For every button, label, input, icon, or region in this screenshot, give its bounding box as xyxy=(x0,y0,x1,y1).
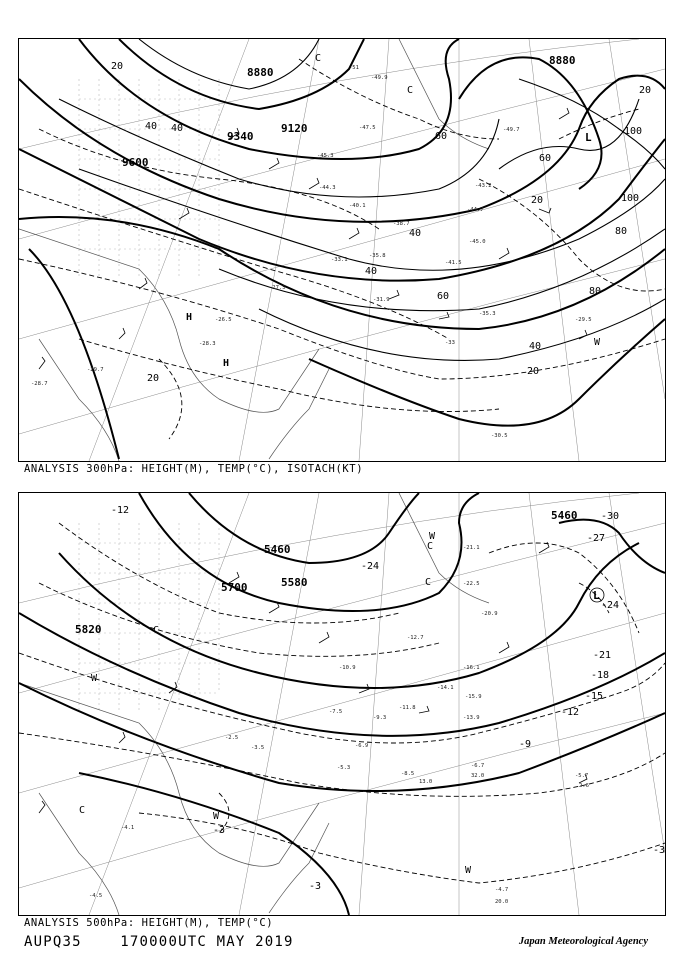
svg-text:-4.1: -4.1 xyxy=(121,825,135,831)
temp-label-1: -12 xyxy=(111,505,130,516)
svg-text:-16.1: -16.1 xyxy=(463,665,480,671)
svg-text:-15.9: -15.9 xyxy=(465,694,482,700)
temp-label-6: -18 xyxy=(591,670,610,681)
temp-label-11: -3 xyxy=(309,881,322,892)
svg-text:-49.9: -49.9 xyxy=(371,75,388,81)
temp-label-5: -21 xyxy=(593,650,612,661)
svg-text:-51: -51 xyxy=(349,65,359,71)
isotach-label-4: 80 xyxy=(615,226,628,237)
svg-text:-31.9: -31.9 xyxy=(373,297,390,303)
agency-credit: Japan Meteorological Agency xyxy=(518,936,648,947)
cold-center-1: C xyxy=(79,805,86,816)
cold-center-3: C xyxy=(425,577,432,588)
temp-label-8: -12 xyxy=(561,707,580,718)
svg-text:20.0: 20.0 xyxy=(495,899,509,905)
isotach-label-11: 40 xyxy=(409,228,422,239)
svg-text:-35.3: -35.3 xyxy=(479,311,496,317)
svg-text:-14.1: -14.1 xyxy=(437,685,454,691)
isotach-label-14: 20 xyxy=(147,373,160,384)
svg-text:-40.1: -40.1 xyxy=(349,203,366,209)
svg-text:-29.7: -29.7 xyxy=(87,367,104,373)
isotach-label-6: 40 xyxy=(145,121,158,132)
svg-text:-49.7: -49.7 xyxy=(503,127,520,133)
svg-text:-33.1: -33.1 xyxy=(331,257,348,263)
svg-text:-6.9: -6.9 xyxy=(355,743,369,749)
svg-text:-4.5: -4.5 xyxy=(89,893,103,899)
height-label-1: 8880 xyxy=(247,66,274,79)
warm-center-4: W xyxy=(429,531,436,542)
height-label-2: 9120 xyxy=(281,122,308,135)
svg-text:-13.9: -13.9 xyxy=(463,715,480,721)
svg-text:-43.2: -43.2 xyxy=(475,183,492,189)
svg-text:-3.5: -3.5 xyxy=(251,745,265,751)
isotach-label-13: 40 xyxy=(365,266,378,277)
svg-text:-5.3: -5.3 xyxy=(337,765,351,771)
svg-text:-44.7: -44.7 xyxy=(467,207,484,213)
caption-300hpa: ANALYSIS 300hPa: HEIGHT(M), TEMP(°C), ISOTACH(KT) xyxy=(24,463,364,475)
station-temps xyxy=(31,65,592,439)
isotach-label-12: 60 xyxy=(437,291,450,302)
svg-text:-20.9: -20.9 xyxy=(481,611,498,617)
height-label-1: 5460 xyxy=(551,509,578,522)
graticule xyxy=(19,493,665,915)
wind-barbs xyxy=(39,542,587,813)
map-300hpa-canvas xyxy=(19,39,665,461)
wind-barbs xyxy=(39,108,587,369)
temp-label-4: -27 xyxy=(587,533,606,544)
map-500hpa-canvas xyxy=(19,493,665,915)
temp-label-12: -3 xyxy=(653,845,665,856)
height-contours xyxy=(19,493,665,915)
warm-center-3: W xyxy=(465,865,472,876)
height-label-3: 9340 xyxy=(227,130,254,143)
map-500hpa xyxy=(18,492,666,916)
svg-text:-11.8: -11.8 xyxy=(399,705,416,711)
cold-center-2: C xyxy=(315,53,322,64)
product-code: AUPQ35 xyxy=(24,934,82,950)
isotach-label-5: 100 xyxy=(621,193,640,204)
svg-text:-33: -33 xyxy=(445,340,455,346)
low-center: L xyxy=(585,131,592,144)
svg-text:-8.5: -8.5 xyxy=(401,771,415,777)
svg-text:-2.5: -2.5 xyxy=(225,735,239,741)
coastline xyxy=(19,39,489,461)
svg-text:-28.3: -28.3 xyxy=(199,341,216,347)
temp-label-7: -15 xyxy=(585,691,604,702)
height-label-2: 5580 xyxy=(281,576,308,589)
height-label-3: 5700 xyxy=(221,581,248,594)
high-center-2: H xyxy=(223,358,230,369)
isotach-label-7: 60 xyxy=(539,153,552,164)
svg-text:-47.5: -47.5 xyxy=(359,125,376,131)
svg-text:-28.7: -28.7 xyxy=(31,381,48,387)
warm-center-1: W xyxy=(91,673,98,684)
height-label-5: 8880 xyxy=(549,54,576,67)
map-300hpa xyxy=(18,38,666,462)
isotachs xyxy=(59,39,665,360)
svg-text:-21.1: -21.1 xyxy=(463,545,480,551)
height-label-4: 9600 xyxy=(122,156,149,169)
isotach-label-2: 40 xyxy=(171,123,184,134)
product-header xyxy=(24,934,294,950)
warm-center-2: W xyxy=(213,811,220,822)
svg-text:13.0: 13.0 xyxy=(419,779,433,785)
isotach-label-15: 20 xyxy=(527,366,540,377)
svg-text:-30.5: -30.5 xyxy=(491,433,508,439)
warm-center: W xyxy=(594,337,601,348)
temp-label-10: -3 xyxy=(213,825,226,836)
svg-text:-10.9: -10.9 xyxy=(339,665,356,671)
isotach-label-9: 100 xyxy=(624,126,643,137)
analysis-datetime: 170000UTC MAY 2019 xyxy=(120,934,294,950)
isotach-label-3: 60 xyxy=(435,131,448,142)
svg-text:-29.5: -29.5 xyxy=(575,317,592,323)
svg-text:-22.5: -22.5 xyxy=(463,581,480,587)
coastline xyxy=(19,493,489,915)
temp-label-2: -24 xyxy=(361,561,380,572)
svg-text:-45.0: -45.0 xyxy=(469,239,486,245)
cold-center-4: C xyxy=(427,541,434,552)
high-center-1: H xyxy=(186,312,193,323)
height-label-5: 5460 xyxy=(264,543,291,556)
svg-text:-5.7: -5.7 xyxy=(575,773,589,779)
svg-text:-12.7: -12.7 xyxy=(407,635,424,641)
svg-text:-44.3: -44.3 xyxy=(319,185,336,191)
temp-label-3: -30 xyxy=(601,511,620,522)
station-temps xyxy=(89,545,589,905)
isotach-label-1: 20 xyxy=(111,61,124,72)
isotach-label-17: 20 xyxy=(639,85,652,96)
temp-label-13: -24 xyxy=(601,600,620,611)
temp-label-9: -9 xyxy=(519,739,532,750)
svg-text:-27.5: -27.5 xyxy=(269,285,286,291)
svg-text:-45.3: -45.3 xyxy=(317,153,334,159)
graticule xyxy=(19,39,665,461)
caption-500hpa: ANALYSIS 500hPa: HEIGHT(M), TEMP(°C) xyxy=(24,917,274,929)
svg-text:-35.8: -35.8 xyxy=(369,253,386,259)
svg-text:-7.5: -7.5 xyxy=(329,709,343,715)
cold-center-2: C xyxy=(153,625,160,636)
svg-text:-6.7: -6.7 xyxy=(471,763,485,769)
isotach-label-16: 40 xyxy=(529,341,542,352)
low-center: L xyxy=(593,589,600,602)
svg-text:2.6: 2.6 xyxy=(579,783,589,789)
svg-text:-41.5: -41.5 xyxy=(445,260,462,266)
svg-text:-9.3: -9.3 xyxy=(373,715,387,721)
isotach-label-10: 20 xyxy=(531,195,544,206)
isotach-label-8: 80 xyxy=(589,286,602,297)
terrain-hatch xyxy=(79,79,219,279)
svg-text:-26.5: -26.5 xyxy=(215,317,232,323)
cold-center-1: C xyxy=(407,85,414,96)
height-label-4: 5820 xyxy=(75,623,102,636)
svg-text:-38.7: -38.7 xyxy=(393,221,410,227)
svg-text:-4.7: -4.7 xyxy=(495,887,509,893)
svg-text:32.0: 32.0 xyxy=(471,773,485,779)
